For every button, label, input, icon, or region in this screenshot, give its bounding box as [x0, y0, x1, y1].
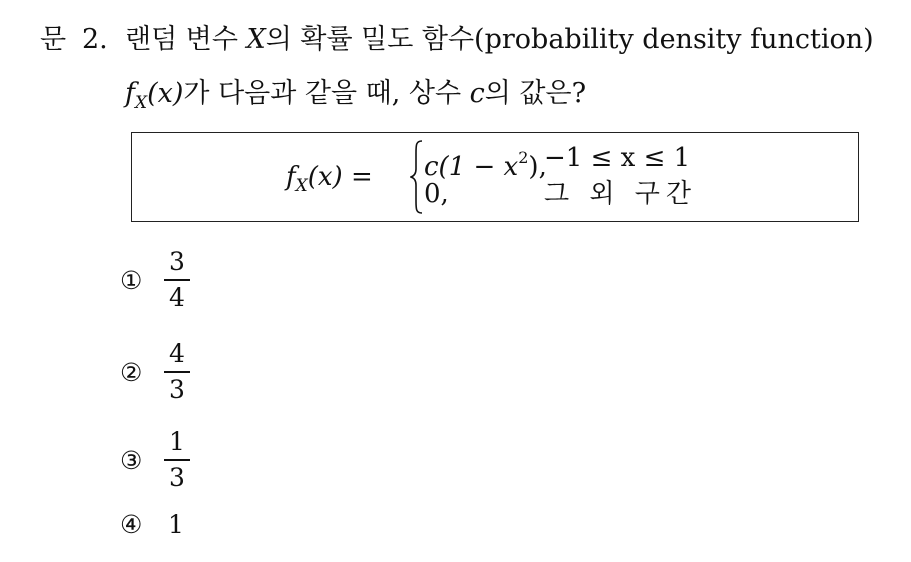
formula-case-1 [424, 143, 547, 182]
question-text-middle: 가 다음과 같을 때, 상수 [183, 78, 470, 109]
fraction-bar [164, 279, 190, 281]
formula-subscript: X [295, 176, 308, 196]
case-1-post: ), [528, 152, 547, 182]
formula-condition-1: −1 ≤ x ≤ 1 [544, 143, 691, 173]
numerator: 3 [169, 247, 185, 276]
choice-marker-2: ② [120, 358, 143, 387]
question-text-line-2 [125, 78, 586, 119]
density-function-symbol: f [125, 78, 135, 109]
fraction-bar [164, 371, 190, 373]
choice-marker-1: ① [120, 266, 143, 295]
fraction-bar [164, 459, 190, 461]
choice-1[interactable] [120, 248, 320, 318]
denominator: 4 [169, 282, 185, 312]
formula-lhs [286, 161, 373, 202]
question-text-end: 의 값은? [484, 78, 587, 109]
case-1-pre: c(1 − x [424, 152, 519, 182]
formula-case-2: 0, [424, 179, 449, 209]
density-function-arg: (x) [147, 78, 184, 109]
choice-fraction-1 [164, 248, 190, 314]
question-number: 2. [82, 24, 108, 55]
formula-lhs-rest: (x) = [307, 162, 373, 192]
question-text-pre: 랜덤 변수 [125, 24, 247, 55]
left-brace-icon [410, 139, 424, 215]
random-variable: X [246, 24, 266, 55]
density-function-subscript: X [135, 93, 148, 113]
constant-symbol: c [469, 78, 485, 109]
choice-fraction-2 [164, 340, 190, 406]
numerator: 1 [169, 427, 185, 456]
formula-box [131, 132, 859, 222]
choice-value-4: 1 [168, 510, 184, 539]
question-text-line-1 [125, 24, 874, 56]
choice-2[interactable] [120, 340, 320, 410]
numerator: 4 [169, 339, 185, 368]
choice-marker-4: ④ [120, 510, 143, 539]
formula-condition-2: 그 외 구간 [544, 179, 697, 209]
question-label: 문 [40, 24, 67, 55]
choice-3[interactable] [120, 428, 320, 498]
formula-func: f [286, 162, 296, 192]
question-text-post: 의 확률 밀도 함수(probability density function) [265, 24, 874, 55]
denominator: 3 [169, 374, 185, 404]
choice-fraction-3 [164, 428, 190, 494]
case-1-exponent: 2 [518, 148, 529, 167]
choice-marker-3: ③ [120, 446, 143, 475]
denominator: 3 [169, 462, 185, 492]
choice-4[interactable] [120, 510, 320, 550]
